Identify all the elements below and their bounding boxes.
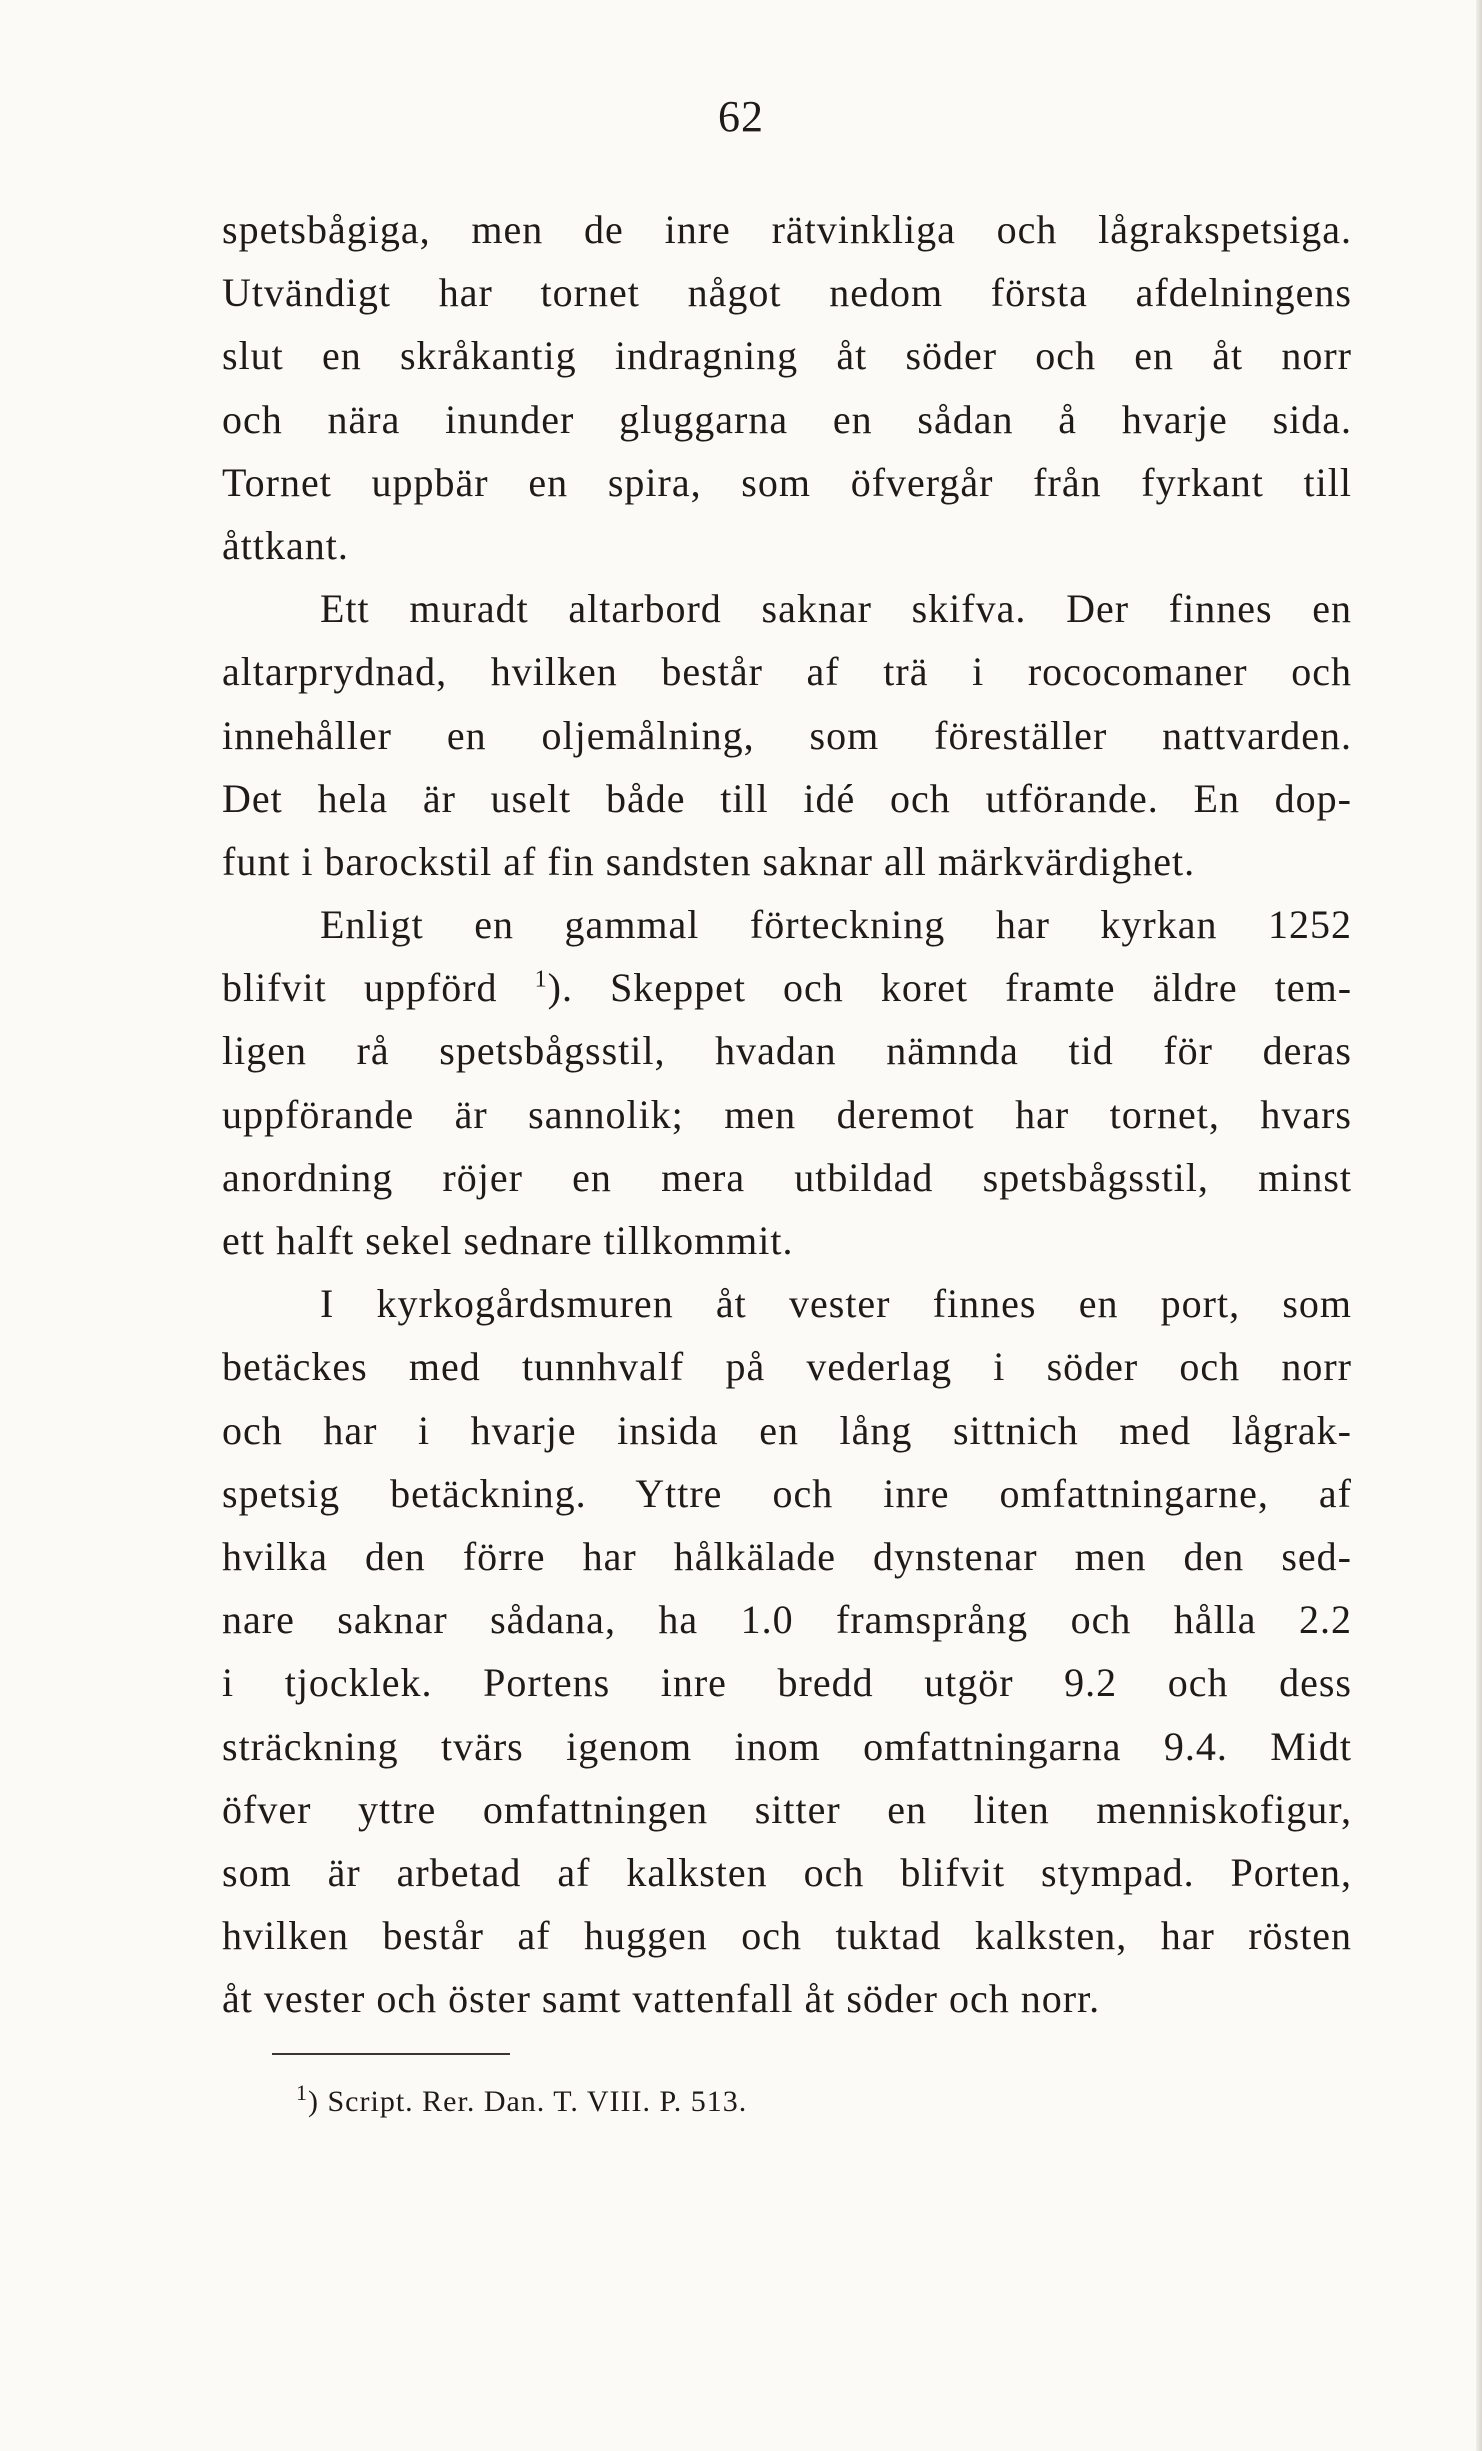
footnote-reference: 1 [534, 966, 548, 993]
text-line: Ett muradt altarbord saknar skifva. Der finnes en [320, 586, 1352, 632]
footnote-marker: 1 [296, 2080, 308, 2105]
text-line: funt i barockstil af fin sandsten saknar all märkvärdighet. [222, 838, 1196, 884]
text-line: som är arbetad af kalksten och blifvit stympad. Porten, [222, 1849, 1352, 1895]
text-line: Tornet uppbär en spira, som öfvergår från fyrkant till [222, 459, 1352, 505]
text-line: nare saknar sådana, ha 1.0 framsprång och hålla 2.2 [222, 1597, 1352, 1643]
text-line: hvilken består af huggen och tuktad kalksten, har rösten [222, 1913, 1352, 1959]
text-line: altarprydnad, hvilken består af trä i rococomaner och [222, 649, 1352, 695]
text-line: I kyrkogårdsmuren åt vester finnes en port, som [320, 1281, 1352, 1327]
body-text [222, 198, 1352, 2030]
text-line: uppförande är sannolik; men deremot har tornet, hvars [222, 1091, 1352, 1137]
text-line: spetsig betäckning. Yttre och inre omfattningarne, af [222, 1470, 1352, 1516]
footnote-text: Script. Rer. Dan. T. VIII. P. 513. [327, 2085, 748, 2118]
text-line-with-footnote [222, 956, 1352, 1019]
footnote [296, 2082, 747, 2122]
text-line: i tjocklek. Portens inre bredd utgör 9.2 och dess [222, 1660, 1352, 1706]
text-line: Det hela är uselt både till idé och utförande. En dop- [222, 775, 1352, 821]
page-number: 62 [718, 92, 764, 141]
text-line: och har i hvarje insida en lång sittnich med lågrak- [222, 1407, 1352, 1453]
text-line: åt vester och öster samt vattenfall åt söder och norr. [222, 1976, 1101, 2022]
text-line: hvilka den förre har hålkälade dynstenar men den sed- [222, 1533, 1352, 1579]
footnote-divider [272, 2053, 510, 2055]
paragraph [222, 198, 1352, 577]
footnote-marker-paren: ) [308, 2085, 319, 2118]
text-line: ligen rå spetsbågsstil, hvadan nämnda tid för deras [222, 1028, 1352, 1074]
text-line: Utvändigt har tornet något nedom första afdelningens [222, 270, 1352, 316]
text-line: Enligt en gammal förteckning har kyrkan 1252 [320, 902, 1352, 948]
text-line: slut en skråkantig indragning åt söder och en åt norr [222, 333, 1352, 379]
text-fragment: blifvit uppförd [222, 965, 498, 1011]
paragraph [222, 893, 1352, 1272]
page-edge [1476, 0, 1482, 2451]
paragraph [222, 1272, 1352, 2030]
text-line: öfver yttre omfattningen sitter en liten menniskofigur, [222, 1786, 1352, 1832]
text-line: och nära inunder gluggarna en sådan å hvarje sida. [222, 396, 1352, 442]
text-line: sträckning tvärs igenom inom omfattningarna 9.4. Midt [222, 1723, 1352, 1769]
paragraph [222, 577, 1352, 893]
text-line: ett halft sekel sednare tillkommit. [222, 1218, 794, 1263]
text-line: anordning röjer en mera utbildad spetsbågsstil, minst [222, 1154, 1352, 1200]
text-fragment: ). Skeppet och koret framte äldre tem- [547, 965, 1353, 1011]
text-line: åttkant. [222, 522, 349, 568]
text-line: innehåller en oljemålning, som föreställer nattvarden. [222, 712, 1352, 758]
text-line: spetsbågiga, men de inre rätvinkliga och lågrakspetsiga. [222, 207, 1352, 252]
text-line: betäckes med tunnhvalf på vederlag i söder och norr [222, 1344, 1352, 1390]
